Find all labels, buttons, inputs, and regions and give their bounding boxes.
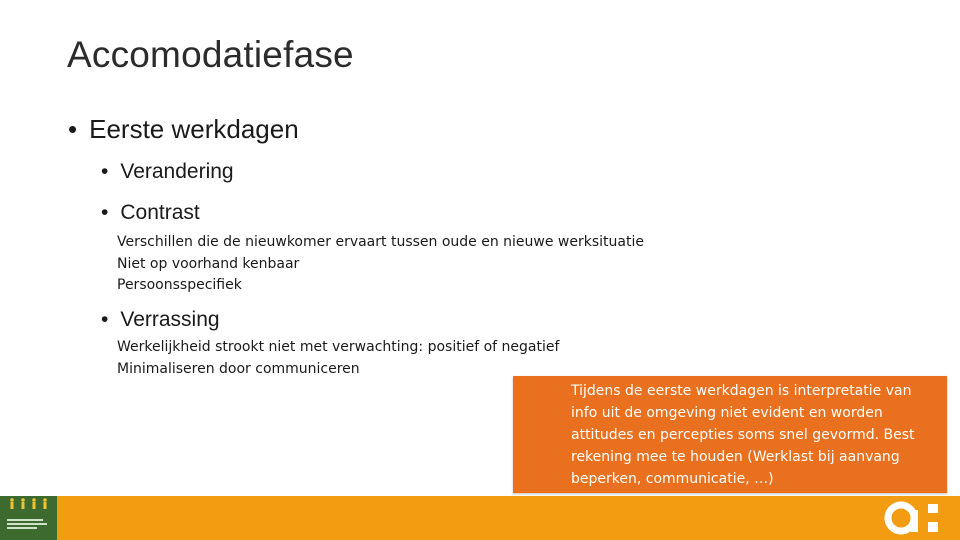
bullet-label: Verandering: [120, 160, 234, 183]
bullet-label: Verrassing: [120, 308, 220, 331]
bullet-contrast: [101, 201, 200, 225]
callout-box: [513, 376, 947, 493]
bullet-marker: •: [101, 160, 109, 183]
bullet-marker: •: [101, 201, 109, 224]
bullet-verrassing: [101, 308, 220, 332]
callout-text: Tijdens de eerste werkdagen is interpretatie van info uit de omgeving niet evident en worden attitudes en percepties soms snel gevormd. Best rekening mee te houden (Werklast bij aanvang beperken, communicatie, …): [571, 383, 915, 487]
bullet-label: Contrast: [120, 201, 200, 224]
contrast-details: [117, 232, 644, 297]
brand-logo-icon: [884, 498, 944, 538]
bullet-label: Eerste werkdagen: [89, 114, 299, 144]
detail-line: Minimaliseren door communiceren: [117, 360, 360, 377]
footer-bar: [0, 496, 960, 540]
detail-line: Verschillen die de nieuwkomer ervaart tussen oude en nieuwe werksituatie: [117, 234, 644, 250]
green-people-logo-icon: [0, 496, 57, 540]
detail-line: Persoonsspecifiek: [117, 277, 242, 293]
logo-text-icon: [7, 518, 51, 532]
bullet-marker: •: [68, 114, 78, 144]
bullet-marker: •: [101, 308, 109, 331]
verrassing-details: [117, 337, 559, 380]
people-figures-icon: [6, 498, 52, 510]
detail-line: Niet op voorhand kenbaar: [117, 255, 300, 272]
slide-title: Accomodatiefase: [67, 34, 354, 75]
bullet-eerste-werkdagen: [68, 114, 299, 145]
detail-line: Werkelijkheid strookt niet met verwachting: positief of negatief: [117, 339, 560, 355]
bullet-verandering: [101, 160, 234, 184]
